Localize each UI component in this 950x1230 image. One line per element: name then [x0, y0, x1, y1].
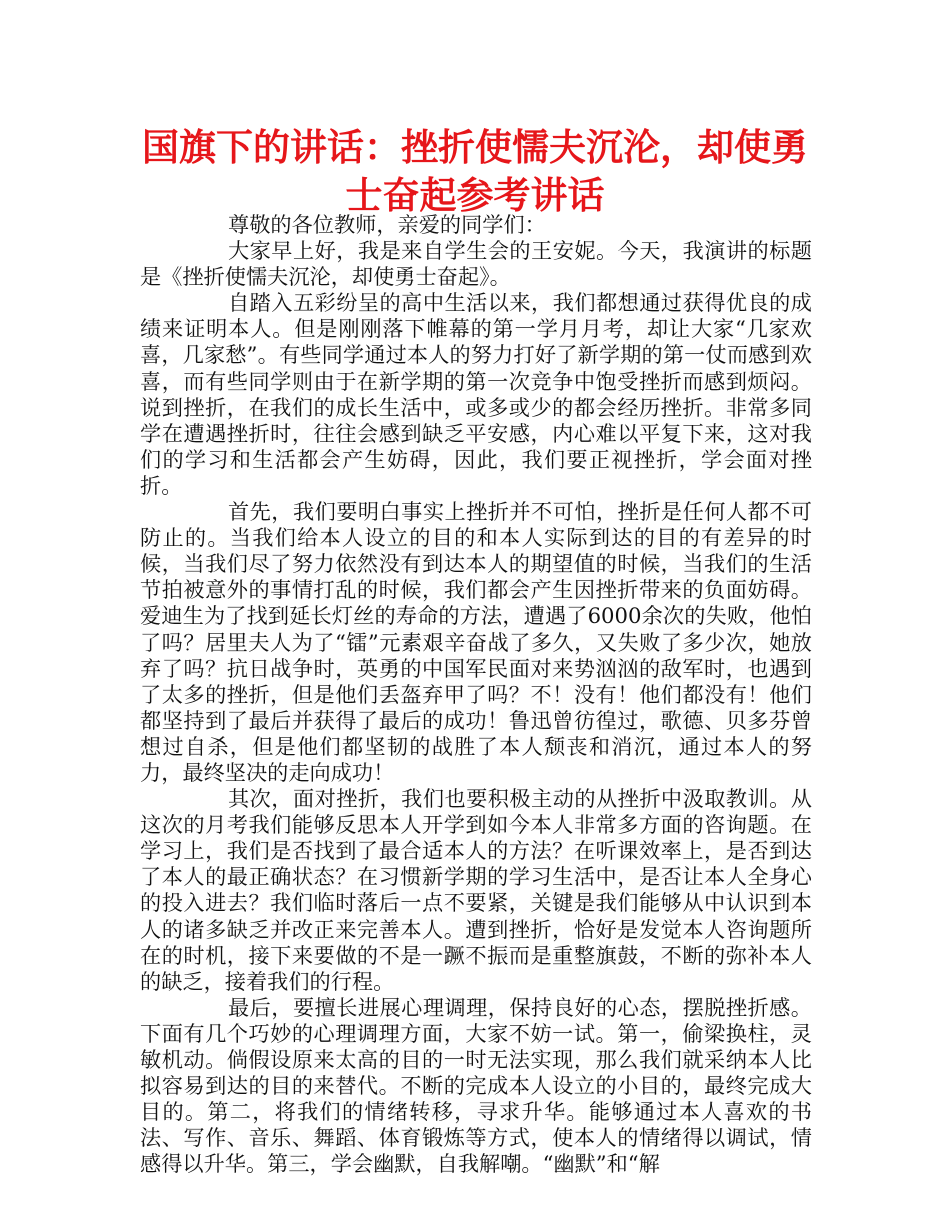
document-body [140, 212, 812, 1177]
body-paragraph-1: 自踏入五彩纷呈的高中生活以来，我们都想通过获得优良的成绩来证明本人。但是刚刚落下帷幕的第一学月月考，却让大家“几家欢喜，几家愁”。有些同学通过本人的努力打好了新学期的第一仗而感到欢喜，而有些同学则由于在新学期的第一次竞争中饱受挫折而感到烦闷。说到挫折，在我们的成长生活中，或多或少的都会经历挫折。非常多同学在遭遇挫折时，往往会感到缺乏平安感，内心难以平复下来，这对我们的学习和生活都会产生妨碍，因此，我们要正视挫折，学会面对挫折。 [140, 290, 812, 498]
body-paragraph-4: 最后，要擅长进展心理调理，保持良好的心态，摆脱挫折感。下面有几个巧妙的心理调理方面，大家不妨一试。第一，偷梁换柱，灵敏机动。倘假设原来太高的目的一时无法实现，那么我们就采纳本人比拟容易到达的目的来替代。不断的完成本人设立的小目的，最终完成大目的。第二，将我们的情绪转移，寻求升华。能够通过本人喜欢的书法、写作、音乐、舞蹈、体育锻炼等方式，使本人的情绪得以调试，情感得以升华。第三，学会幽默，自我解嘲。“幽默”和“解 [140, 994, 812, 1177]
body-paragraph-2: 首先，我们要明白事实上挫折并不可怕，挫折是任何人都不可防止的。当我们给本人设立的目的和本人实际到达的目的有差异的时候，当我们尽了努力依然没有到达本人的期望值的时候，当我们的生活节拍被意外的事情打乱的时候，我们都会产生因挫折带来的负面妨碍。爱迪生为了找到延长灯丝的寿命的方法，遭遇了6000余次的失败，他怕了吗？居里夫人为了“镭”元素艰辛奋战了多久，又失败了多少次，她放弃了吗？抗日战争时，英勇的中国军民面对来势汹汹的敌军时，也遇到了太多的挫折，但是他们丢盔弃甲了吗？不！没有！他们都没有！他们都坚持到了最后并获得了最后的成功！鲁迅曾彷徨过，歌德、贝多芬曾想过自杀，但是他们都坚韧的战胜了本人颓丧和消沉，通过本人的努力，最终坚决的走向成功！ [140, 499, 812, 785]
intro-paragraph: 大家早上好，我是来自学生会的王安妮。今天，我演讲的标题是《挫折使懦夫沉沦，却使勇士奋起》。 [140, 238, 812, 290]
salutation-paragraph: 尊敬的各位教师，亲爱的同学们： [228, 212, 546, 237]
document-title: 国旗下的讲话：挫折使懦夫沉沦，却使勇士奋起参考讲话 [142, 126, 808, 217]
body-paragraph-3: 其次，面对挫折，我们也要积极主动的从挫折中汲取教训。从这次的月考我们能够反思本人开学到如今本人非常多方面的咨询题。在学习上，我们是否找到了最合适本人的方法？在听课效率上，是否到达了本人的最正确状态？在习惯新学期的学习生活中，是否让本人全身心的投入进去？我们临时落后一点不要紧，关键是我们能够从中认识到本人的诸多缺乏并改正来完善本人。遭到挫折，恰好是发觉本人咨询题所在的时机，接下来要做的不是一蹶不振而是重整旗鼓，不断的弥补本人的缺乏，接着我们的行程。 [140, 786, 812, 994]
